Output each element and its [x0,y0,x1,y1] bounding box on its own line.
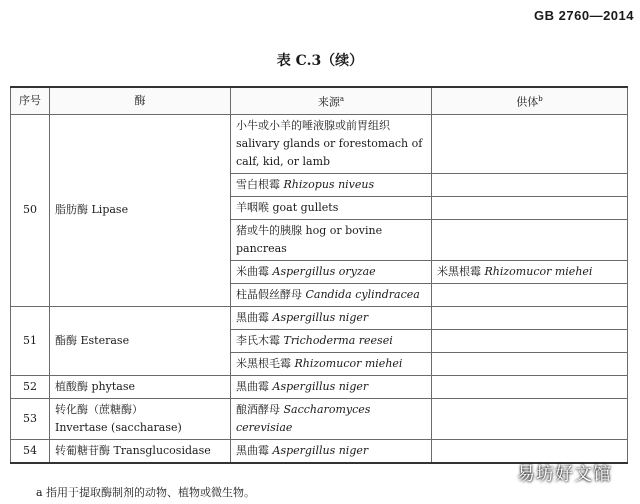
source-cell: 黑曲霉 Aspergillus niger [231,375,432,398]
source-cell: 酿酒酵母 Saccharomyces cerevisiae [231,398,432,439]
enzyme-cell: 转化酶（蔗糖酶） Invertase (saccharase) [50,398,231,439]
source-cell: 米曲霉 Aspergillus oryzae [231,260,432,283]
footnote: a 指用于提取酶制剂的动物、植物或微生物。 [36,486,256,499]
source-cell: 猪或牛的胰腺 hog or bovine pancreas [231,219,432,260]
source-cell: 羊咽喉 goat gullets [231,196,432,219]
source-cell: 米黑根毛霉 Rhizomucor miehei [231,352,432,375]
source-cell: 小牛或小羊的唾液腺或前胃组织 salivary glands or forestomach of calf, kid, or lamb [231,114,432,173]
table-title: 表 C.3（续） [276,53,364,69]
watermark: 易坊好文馆 [517,464,612,485]
table-row [11,114,628,173]
col-header-donor: 供体$^b$ [432,87,628,114]
table-row [11,306,628,329]
enzyme-cell: 植酸酶 phytase [50,375,231,398]
row-number: 52 [11,375,50,398]
donor-cell [432,173,628,196]
donor-cell [432,375,628,398]
source-cell: 黑曲霉 Aspergillus niger [231,306,432,329]
enzyme-table [10,86,628,464]
donor-cell [432,196,628,219]
enzyme-cell: 酯酶 Esterase [50,306,231,375]
donor-cell [432,283,628,306]
table-header-row [11,87,628,114]
source-cell: 黑曲霉 Aspergillus niger [231,439,432,463]
source-cell: 柱晶假丝酵母 Candida cylindracea [231,283,432,306]
row-number: 51 [11,306,50,375]
source-cell: 李氏木霉 Trichoderma reesei [231,329,432,352]
donor-cell [432,352,628,375]
row-number: 50 [11,114,50,306]
donor-cell [432,306,628,329]
donor-cell: 米黑根霉 Rhizomucor miehei [432,260,628,283]
donor-cell [432,398,628,439]
table-row [11,398,628,439]
enzyme-cell: 转葡糖苷酶 Transglucosidase [50,439,231,463]
col-header-no: 序号 [11,87,50,114]
standard-code: GB 2760—2014 [534,8,634,23]
donor-cell [432,329,628,352]
row-number: 53 [11,398,50,439]
table-row [11,375,628,398]
enzyme-cell: 脂肪酶 Lipase [50,114,231,306]
source-cell: 雪白根霉 Rhizopus niveus [231,173,432,196]
col-header-enzyme: 酶 [50,87,231,114]
donor-cell [432,219,628,260]
col-header-source: 来源$^a$ [231,87,432,114]
donor-cell [432,114,628,173]
row-number: 54 [11,439,50,463]
